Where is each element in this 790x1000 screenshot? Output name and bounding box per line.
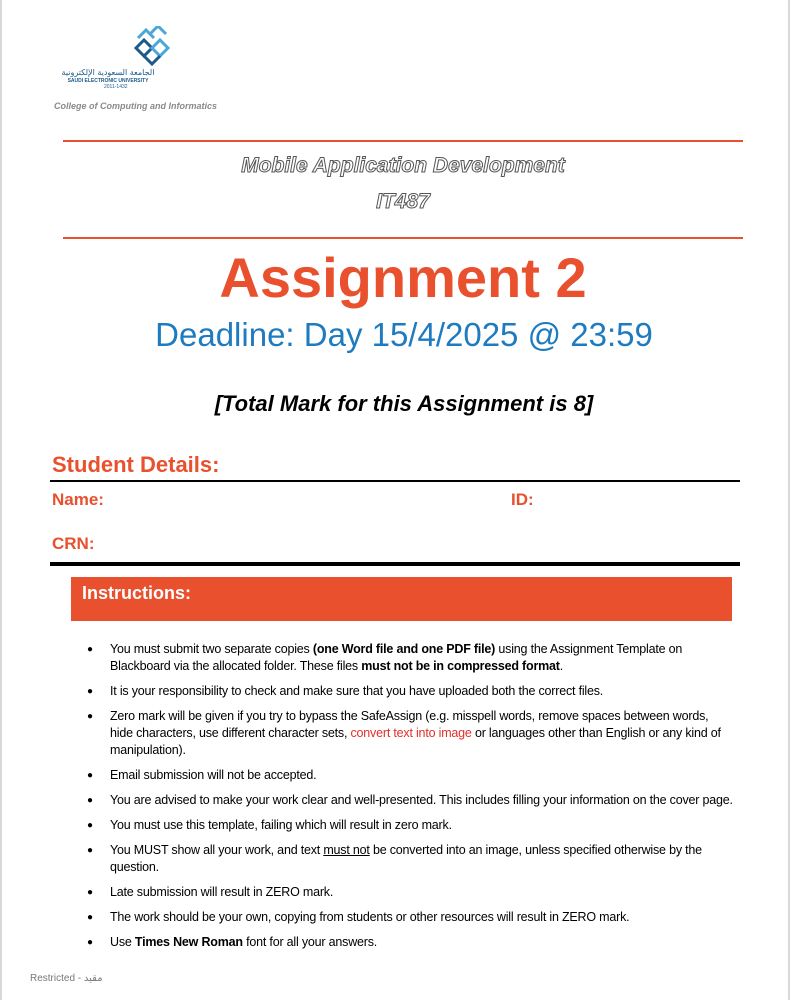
course-divider bbox=[63, 237, 743, 239]
top-divider bbox=[63, 140, 743, 142]
assignment-title: Assignment 2 bbox=[219, 246, 587, 309]
list-item: ● You MUST show all your work, and text must not be converted into an image, unless specified otherwise by the question. bbox=[84, 842, 734, 876]
list-item: ● You are advised to make your work clear and well-presented. This includes filling your information on the cover page. bbox=[84, 792, 734, 809]
university-name-arabic: الجامعة السعودية الإلكترونية bbox=[61, 68, 155, 77]
list-item: ● Late submission will result in ZERO mark. bbox=[84, 884, 734, 901]
list-item: ● It is your responsibility to check and make sure that you have uploaded both the correct files. bbox=[84, 683, 734, 700]
college-name: College of Computing and Informatics bbox=[54, 101, 218, 111]
list-item: ● Email submission will not be accepted. bbox=[84, 767, 734, 784]
page-edge-left bbox=[0, 0, 2, 1000]
list-item: ● Zero mark will be given if you try to bypass the SafeAssign (e.g. misspell words, remove spaces between words, hide characters, use different character sets, convert text into image or languages other than English or any kind of manipulation). bbox=[84, 708, 734, 759]
student-details-divider bbox=[50, 480, 740, 482]
restricted-label: Restricted - مقيد bbox=[30, 973, 103, 984]
list-item: ● Use Times New Roman font for all your answers. bbox=[84, 934, 734, 951]
university-logo-icon bbox=[128, 26, 178, 66]
list-item: ● You must submit two separate copies (one Word file and one PDF file) using the Assignment Template on Blackboard via the allocated folder. These files must not be in compressed format. bbox=[84, 641, 734, 675]
deadline-text: Deadline: Day 15/4/2025 @ 23:59 bbox=[155, 316, 653, 353]
student-details-heading: Student Details: bbox=[52, 452, 220, 477]
crn-label: CRN: bbox=[52, 534, 95, 553]
instructions-heading: Instructions: bbox=[82, 583, 192, 603]
total-mark-text: [Total Mark for this Assignment is 8] bbox=[214, 391, 594, 416]
underlined-text: must not bbox=[323, 843, 370, 857]
list-item: ● The work should be your own, copying from students or other resources will result in ZERO mark. bbox=[84, 909, 734, 926]
university-name-english: SAUDI ELECTRONIC UNIVERSITY bbox=[67, 78, 149, 84]
highlighted-text: convert text into image bbox=[350, 726, 472, 740]
course-code: IT487 bbox=[376, 190, 430, 213]
course-name: Mobile Application Development bbox=[241, 154, 565, 177]
university-years: 2011-1432 bbox=[104, 84, 128, 90]
instructions-list bbox=[84, 641, 734, 959]
student-details-bottom-divider bbox=[50, 562, 740, 566]
id-label: ID: bbox=[511, 490, 534, 509]
list-item: ● You must use this template, failing which will result in zero mark. bbox=[84, 817, 734, 834]
name-label: Name: bbox=[52, 490, 104, 509]
